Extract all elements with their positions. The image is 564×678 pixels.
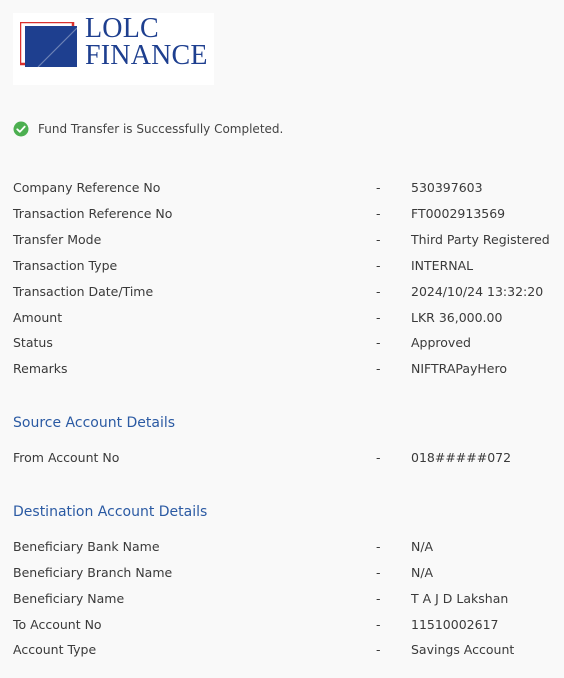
row-separator: - [376, 565, 381, 580]
detail-row-to-account [13, 615, 553, 635]
row-value: LKR 36,000.00 [411, 310, 503, 325]
logo-line1: LOLC [85, 13, 159, 44]
row-separator: - [376, 284, 381, 299]
row-value: 11510002617 [411, 617, 499, 632]
row-separator: - [376, 206, 381, 221]
row-value: 530397603 [411, 180, 483, 195]
row-label: Transfer Mode [13, 232, 102, 247]
detail-row-account-type [13, 640, 553, 660]
row-separator: - [376, 642, 381, 657]
row-label: Beneficiary Branch Name [13, 565, 173, 580]
check-circle-icon [13, 121, 29, 137]
detail-row-beneficiary-name [13, 589, 553, 609]
row-value: N/A [411, 565, 434, 580]
row-label: Remarks [13, 361, 68, 376]
row-separator: - [376, 310, 381, 325]
row-label: Beneficiary Name [13, 591, 125, 606]
row-value: NIFTRAPayHero [411, 361, 508, 376]
source-account-heading: Source Account Details [13, 415, 176, 431]
row-label: From Account No [13, 450, 120, 465]
logo-wordmark [85, 15, 208, 69]
row-value: T A J D Lakshan [411, 591, 509, 606]
row-separator: - [376, 591, 381, 606]
row-label: Transaction Type [13, 258, 118, 273]
row-value: FT0002913569 [411, 206, 506, 221]
row-label: Amount [13, 310, 63, 325]
detail-row-beneficiary-branch [13, 563, 553, 583]
row-value: Third Party Registered [411, 232, 550, 247]
row-separator: - [376, 232, 381, 247]
row-value: INTERNAL [411, 258, 474, 273]
lolc-finance-logo [13, 13, 214, 85]
row-label: Transaction Reference No [13, 206, 173, 221]
row-separator: - [376, 180, 381, 195]
row-label: Status [13, 335, 53, 350]
row-value: 2024/10/24 13:32:20 [411, 284, 544, 299]
detail-row-status [13, 333, 553, 353]
logo-mark-icon [20, 22, 80, 68]
detail-row-company-reference [13, 178, 553, 198]
success-text: Fund Transfer is Successfully Completed. [38, 122, 284, 136]
row-value: 018#####072 [411, 450, 512, 465]
row-value: N/A [411, 539, 434, 554]
row-separator: - [376, 361, 381, 376]
detail-row-from-account [13, 448, 553, 468]
row-separator: - [376, 335, 381, 350]
row-separator: - [376, 258, 381, 273]
row-label: Transaction Date/Time [13, 284, 154, 299]
detail-row-transaction-datetime [13, 282, 553, 302]
row-separator: - [376, 450, 381, 465]
detail-row-transfer-mode [13, 230, 553, 250]
logo-line2: FINANCE [85, 40, 208, 71]
row-value: Approved [411, 335, 471, 350]
success-message [13, 121, 283, 137]
detail-row-transaction-reference [13, 204, 553, 224]
row-label: Account Type [13, 642, 97, 657]
row-separator: - [376, 539, 381, 554]
row-separator: - [376, 617, 381, 632]
destination-account-heading: Destination Account Details [13, 504, 208, 520]
row-label: Company Reference No [13, 180, 161, 195]
row-label: Beneficiary Bank Name [13, 539, 160, 554]
row-label: To Account No [13, 617, 102, 632]
detail-row-transaction-type [13, 256, 553, 276]
detail-row-beneficiary-bank [13, 537, 553, 557]
detail-row-remarks [13, 359, 553, 379]
detail-row-amount [13, 308, 553, 328]
row-value: Savings Account [411, 642, 515, 657]
